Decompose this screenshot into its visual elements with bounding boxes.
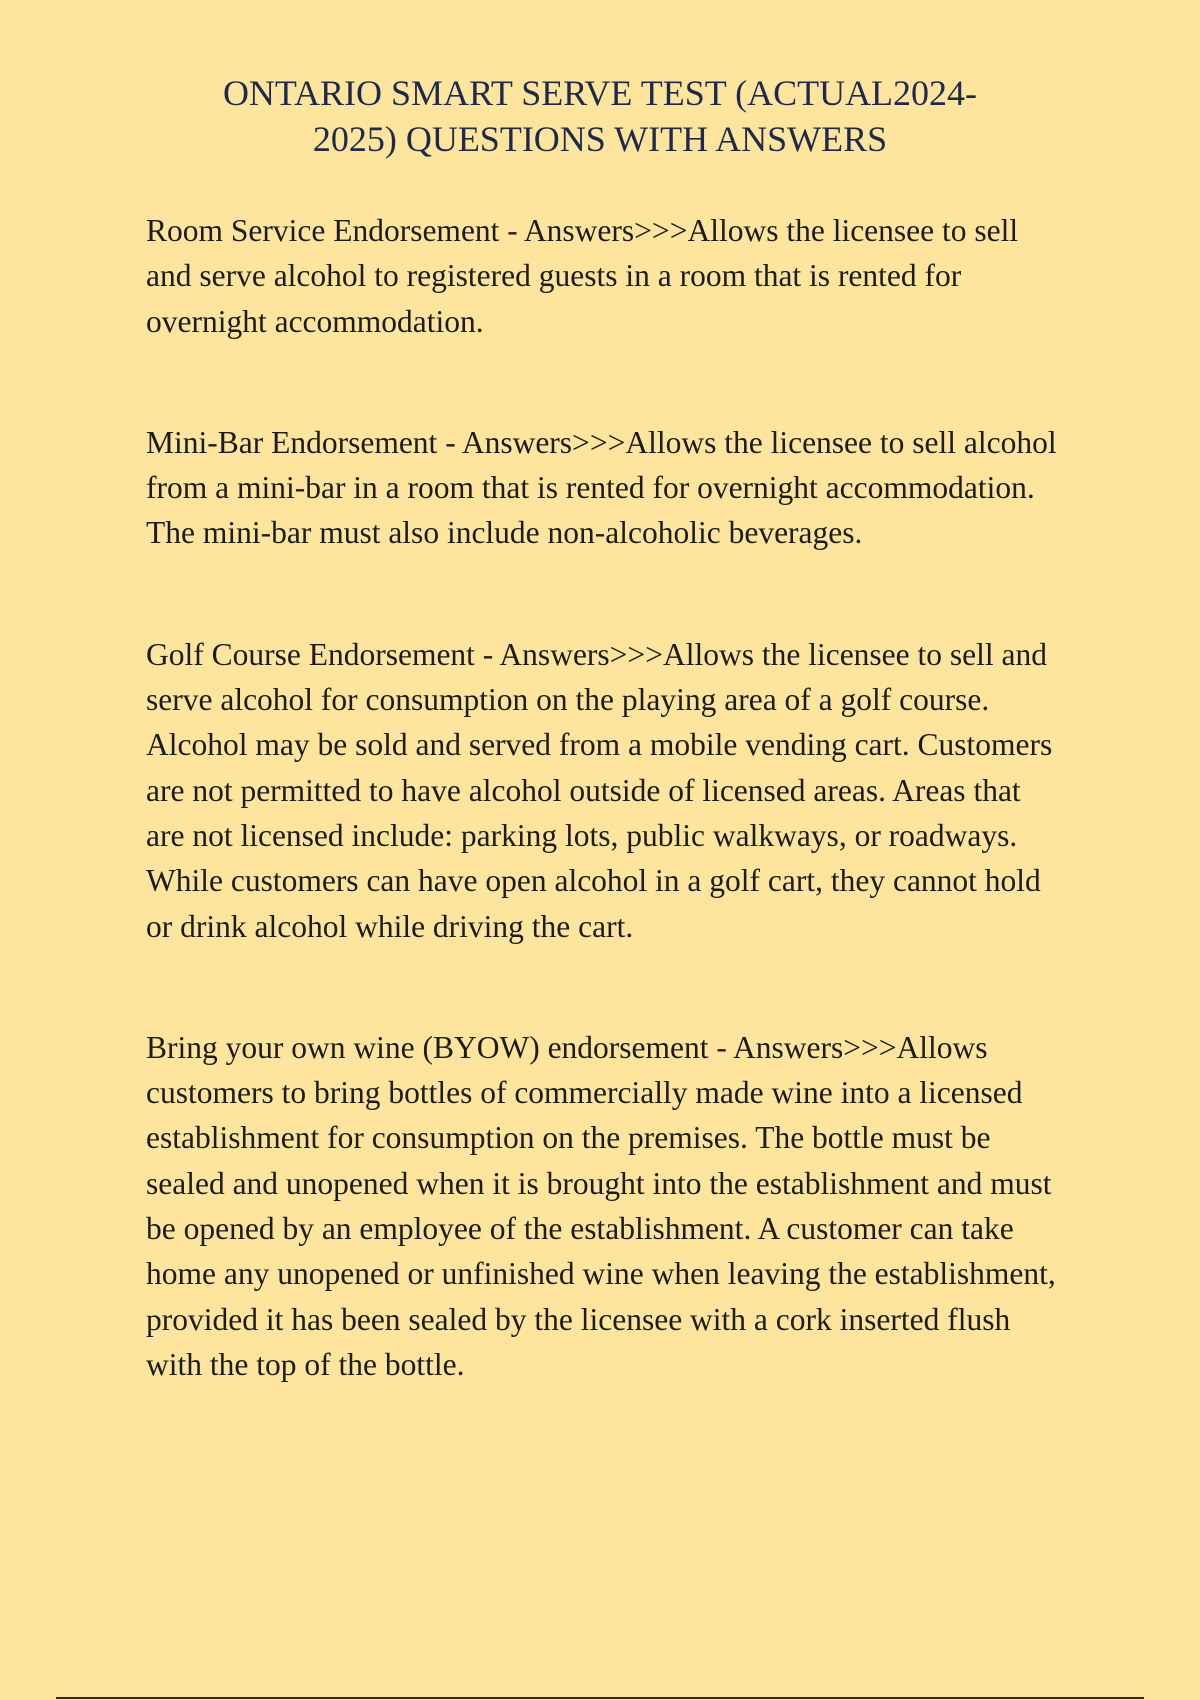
footer-divider: [56, 1697, 1144, 1699]
qa-entry-byow: Bring your own wine (BYOW) endorsement - Answers>>>Allows customers to bring bottles of commercially made wine into a licensed establishment for consumption on the premises. The bottle must be sealed and unopened when it is brought into the establishment and must be opened by an employee of the establishment. A customer can take home any unopened or unfinished wine when leaving the establishment, provided it has been sealed by the licensee with a cork inserted flush with the top of the bottle.: [146, 1029, 1056, 1382]
page-title-line-1: ONTARIO SMART SERVE TEST (ACTUAL2024-: [222, 73, 978, 113]
qa-entry-golf-course: Golf Course Endorsement - Answers>>>Allows the licensee to sell and serve alcohol for consumption on the playing area of a golf course. Alcohol may be sold and served from a mobile vending cart. Customers are not permitted to have alcohol outside of licensed areas. Areas that are not licensed include: parking lots, public walkways, or roadways. While customers can have open alcohol in a golf cart, they cannot hold or drink alcohol while driving the cart.: [146, 636, 1053, 944]
qa-entry-room-service: Room Service Endorsement - Answers>>>Allows the licensee to sell and serve alcohol to registered guests in a room that is rented for overnight accommodation.: [146, 213, 1019, 339]
page-title-line-2: 2025) QUESTIONS WITH ANSWERS: [312, 119, 888, 159]
qa-entry-mini-bar: Mini-Bar Endorsement - Answers>>>Allows the licensee to sell alcohol from a mini-bar in a room that is rented for overnight accommodation. The mini-bar must also include non-alcoholic beverages.: [146, 424, 1057, 551]
qa-entries: [146, 208, 1066, 1387]
page-title: [145, 70, 1055, 162]
